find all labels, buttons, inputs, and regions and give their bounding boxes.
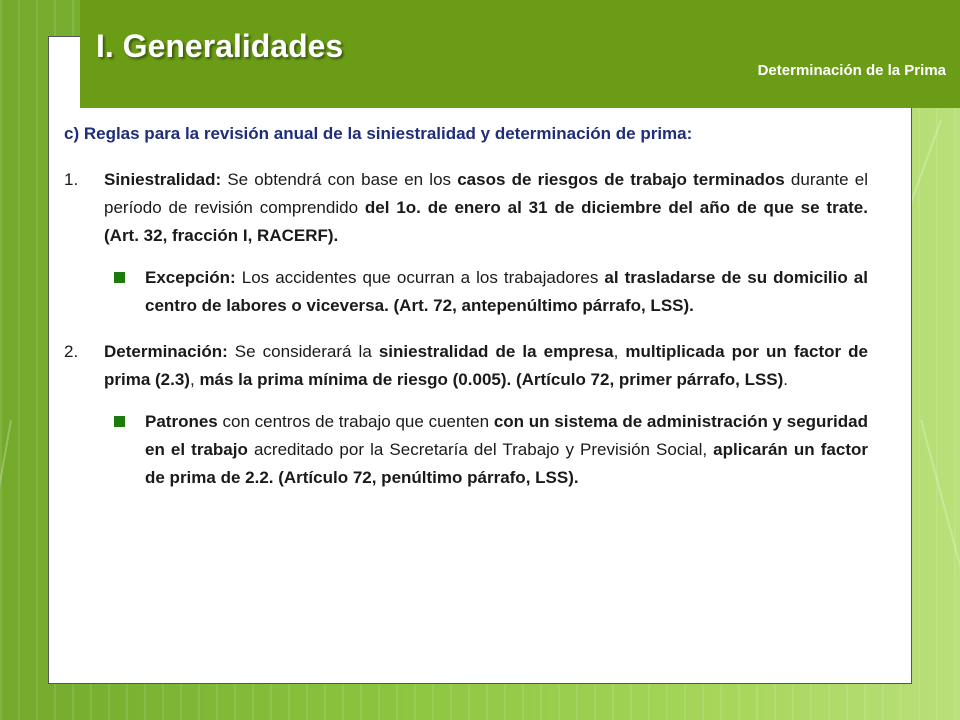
- item-text-bold: casos de riesgos de trabajo terminados: [457, 170, 785, 189]
- bullet-text-bold: con un sistema de administración y seguridad en el trabajo: [145, 412, 868, 459]
- item-text-bold: multiplicada por un factor de prima (2.3): [104, 342, 868, 389]
- item-text-bold: del 1o. de enero al 31 de diciembre del año de que se trate. (Art. 32, fracción I, RACERF).: [104, 198, 868, 245]
- slide-title: I. Generalidades: [96, 28, 344, 64]
- item-text-part: Se obtendrá con base en los: [221, 170, 458, 189]
- background-streak: [0, 420, 12, 716]
- item-text-bold: siniestralidad de la empresa: [378, 342, 614, 361]
- item-text-part: durante el período de revisión comprendido: [104, 170, 868, 217]
- bullet-label: Patrones: [145, 412, 218, 431]
- item-number: 2.: [64, 342, 79, 361]
- item-text-part: .: [783, 370, 789, 389]
- bullet-text: [145, 408, 868, 492]
- slide-subtitle: Determinación de la Prima: [757, 62, 946, 79]
- slide-content: [64, 108, 868, 492]
- item-text: [104, 338, 868, 394]
- square-bullet-icon: [114, 416, 125, 427]
- bullet-text-part: Los accidentes que ocurran a los trabajadores: [235, 268, 605, 287]
- numbered-item-1: [64, 166, 868, 250]
- numbered-item-2: [64, 338, 868, 394]
- item-number: 1.: [64, 170, 79, 189]
- item-text-bold: más la prima mínima de riesgo (0.005). (Artículo 72, primer párrafo, LSS): [199, 370, 784, 389]
- item-label: Determinación:: [104, 342, 228, 361]
- item-label: Siniestralidad:: [104, 170, 222, 189]
- square-bullet-icon: [114, 272, 125, 283]
- bullet-text-bold: aplicarán un factor de prima de 2.2. (Artículo 72, penúltimo párrafo, LSS).: [145, 440, 868, 487]
- bullet-item-2: [114, 408, 868, 492]
- bullet-text: [145, 264, 868, 320]
- bullet-text-part: acreditado por la Secretaría del Trabajo y Previsión Social,: [247, 440, 714, 459]
- item-text-part: ,: [189, 370, 200, 389]
- item-text: [104, 166, 868, 250]
- bullet-text-bold: al trasladarse de su domicilio al centro de labores o viceversa. (Art. 72, antepenúltimo párrafo, LSS).: [145, 268, 868, 315]
- bullet-text-part: con centros de trabajo que cuenten: [217, 412, 494, 431]
- item-text-part: ,: [613, 342, 626, 361]
- section-heading: c) Reglas para la revisión anual de la siniestralidad y determinación de prima:: [64, 124, 693, 143]
- item-text-part: Se considerará la: [227, 342, 379, 361]
- bullet-item-1: [114, 264, 868, 320]
- bullet-label: Excepción:: [145, 268, 236, 287]
- background-streak: [920, 419, 960, 709]
